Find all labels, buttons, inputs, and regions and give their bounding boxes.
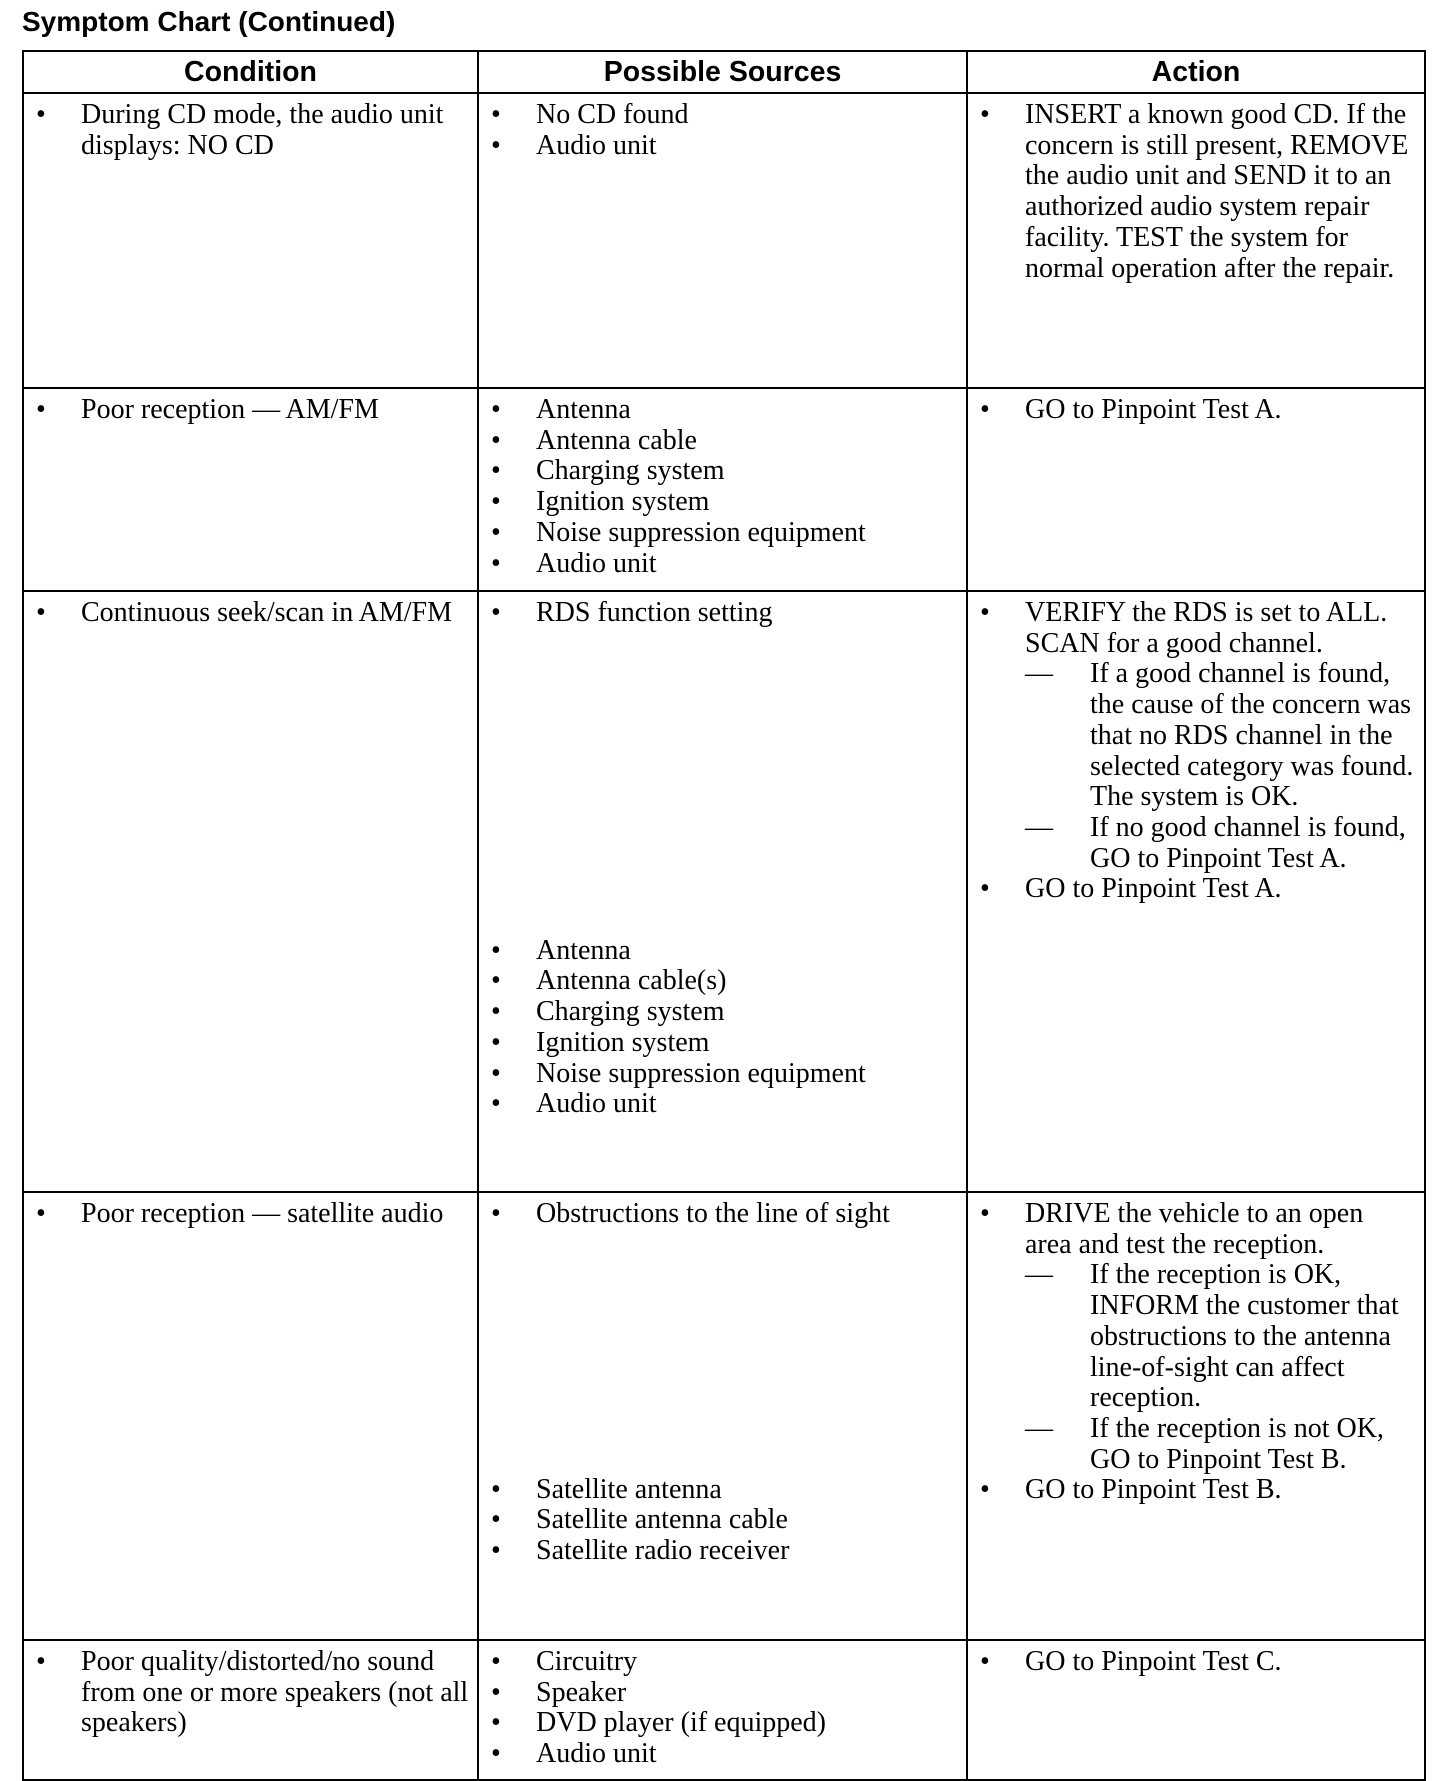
source-item: Satellite radio receiver bbox=[536, 1535, 790, 1567]
bullet: • bbox=[491, 129, 501, 161]
bullet: • bbox=[491, 547, 501, 579]
condition-text: Poor reception — satellite audio bbox=[81, 1198, 444, 1229]
condition-cell bbox=[23, 1640, 478, 1780]
condition-text: During CD mode, the audio unit displays: NO CD bbox=[81, 99, 444, 161]
source-item: Antenna bbox=[536, 394, 631, 425]
bullet: • bbox=[491, 1057, 501, 1089]
condition-text: Poor quality/distorted/no sound from one or more speakers (not all speakers) bbox=[81, 1646, 469, 1739]
bullet: • bbox=[491, 965, 501, 997]
dash: — bbox=[1025, 1259, 1053, 1291]
bullet: • bbox=[980, 394, 990, 425]
bullet: • bbox=[980, 99, 990, 130]
source-item: Satellite antenna cable bbox=[536, 1504, 788, 1536]
source-item: Audio unit bbox=[536, 1738, 657, 1770]
source-item: Antenna cable(s) bbox=[536, 965, 727, 997]
source-item: Antenna bbox=[536, 934, 631, 966]
bullet: • bbox=[491, 1738, 501, 1770]
condition-cell bbox=[23, 93, 478, 388]
source-item: Obstructions to the line of sight bbox=[536, 1198, 890, 1229]
action-cell bbox=[967, 591, 1425, 1192]
sources-cell bbox=[478, 93, 967, 388]
bullet: • bbox=[491, 934, 501, 966]
symptom-chart-table bbox=[22, 50, 1426, 1781]
action-text: DRIVE the vehicle to an open area and test the reception. bbox=[1025, 1198, 1364, 1260]
action-text: GO to Pinpoint Test C. bbox=[1025, 1646, 1282, 1677]
source-item: Speaker bbox=[536, 1676, 627, 1708]
bullet: • bbox=[491, 996, 501, 1028]
sub-action-text: If the reception is OK, INFORM the customer that obstructions to the antenna line-of-sight can affect reception. bbox=[1090, 1259, 1399, 1414]
source-item: No CD found bbox=[536, 99, 689, 130]
source-item: Charging system bbox=[536, 455, 725, 487]
source-item: Audio unit bbox=[536, 547, 657, 579]
table-row bbox=[23, 1192, 1425, 1640]
source-item: Charging system bbox=[536, 996, 725, 1028]
bullet: • bbox=[491, 597, 501, 628]
bullet: • bbox=[491, 394, 501, 425]
bullet: • bbox=[36, 597, 46, 628]
bullet: • bbox=[491, 1198, 501, 1229]
header-action: Action bbox=[967, 51, 1425, 93]
bullet: • bbox=[491, 1676, 501, 1708]
bullet: • bbox=[491, 516, 501, 548]
bullet: • bbox=[491, 1646, 501, 1677]
table-row bbox=[23, 93, 1425, 388]
sources-cell bbox=[478, 591, 967, 1192]
source-item: Ignition system bbox=[536, 486, 710, 518]
bullet: • bbox=[491, 455, 501, 487]
bullet: • bbox=[36, 1198, 46, 1229]
bullet: • bbox=[491, 424, 501, 456]
action-cell bbox=[967, 388, 1425, 591]
sources-cell bbox=[478, 1192, 967, 1640]
action-text: GO to Pinpoint Test B. bbox=[1025, 1474, 1282, 1506]
dash: — bbox=[1025, 658, 1053, 690]
source-item: Audio unit bbox=[536, 129, 657, 161]
bullet: • bbox=[491, 1535, 501, 1567]
action-cell bbox=[967, 1640, 1425, 1780]
source-item: Ignition system bbox=[536, 1026, 710, 1058]
bullet: • bbox=[36, 1646, 46, 1677]
bullet: • bbox=[980, 873, 990, 905]
spacer bbox=[491, 629, 958, 936]
bullet: • bbox=[980, 1198, 990, 1229]
action-text: GO to Pinpoint Test A. bbox=[1025, 873, 1282, 905]
bullet: • bbox=[36, 99, 46, 130]
bullet: • bbox=[980, 597, 990, 628]
sub-action-text: If a good channel is found, the cause of the concern was that no RDS channel in the selected category was found. The system is OK. bbox=[1090, 658, 1414, 813]
action-cell bbox=[967, 93, 1425, 388]
bullet: • bbox=[491, 1088, 501, 1120]
bullet: • bbox=[491, 1026, 501, 1058]
source-item: Satellite antenna bbox=[536, 1473, 722, 1505]
condition-cell bbox=[23, 1192, 478, 1640]
bullet: • bbox=[491, 1504, 501, 1536]
source-item: Noise suppression equipment bbox=[536, 516, 866, 548]
table-row bbox=[23, 388, 1425, 591]
bullet: • bbox=[491, 99, 501, 130]
source-item: Noise suppression equipment bbox=[536, 1057, 866, 1089]
sources-cell bbox=[478, 1640, 967, 1780]
header-condition: Condition bbox=[23, 51, 478, 93]
header-row bbox=[23, 51, 1425, 93]
condition-text: Poor reception — AM/FM bbox=[81, 394, 379, 425]
action-text: VERIFY the RDS is set to ALL. SCAN for a good channel. bbox=[1025, 597, 1388, 659]
bullet: • bbox=[36, 394, 46, 425]
table-row bbox=[23, 1640, 1425, 1780]
action-text: GO to Pinpoint Test A. bbox=[1025, 394, 1282, 425]
header-possible-sources: Possible Sources bbox=[478, 51, 967, 93]
action-text: INSERT a known good CD. If the concern is still present, REMOVE the audio unit and SEND it to an authorized audio system repair facility. TEST the system for normal operation after the repair. bbox=[1025, 99, 1409, 284]
dash: — bbox=[1025, 811, 1053, 843]
bullet: • bbox=[980, 1474, 990, 1506]
page-title: Symptom Chart (Continued) bbox=[22, 6, 396, 37]
bullet: • bbox=[980, 1646, 990, 1677]
table-row bbox=[23, 591, 1425, 1192]
sub-action-text: If no good channel is found, GO to Pinpoint Test A. bbox=[1090, 811, 1406, 874]
action-cell bbox=[967, 1192, 1425, 1640]
condition-cell bbox=[23, 388, 478, 591]
source-item: RDS function setting bbox=[536, 597, 773, 628]
source-item: DVD player (if equipped) bbox=[536, 1707, 827, 1739]
spacer bbox=[491, 1230, 958, 1475]
source-item: Circuitry bbox=[536, 1646, 638, 1677]
sources-cell bbox=[478, 388, 967, 591]
bullet: • bbox=[491, 1707, 501, 1739]
condition-text: Continuous seek/scan in AM/FM bbox=[81, 597, 453, 628]
source-item: Audio unit bbox=[536, 1088, 657, 1120]
bullet: • bbox=[491, 1473, 501, 1505]
bullet: • bbox=[491, 486, 501, 518]
dash: — bbox=[1025, 1412, 1053, 1444]
condition-cell bbox=[23, 591, 478, 1192]
sub-action-text: If the reception is not OK, GO to Pinpoint Test B. bbox=[1090, 1412, 1384, 1475]
source-item: Antenna cable bbox=[536, 424, 697, 456]
